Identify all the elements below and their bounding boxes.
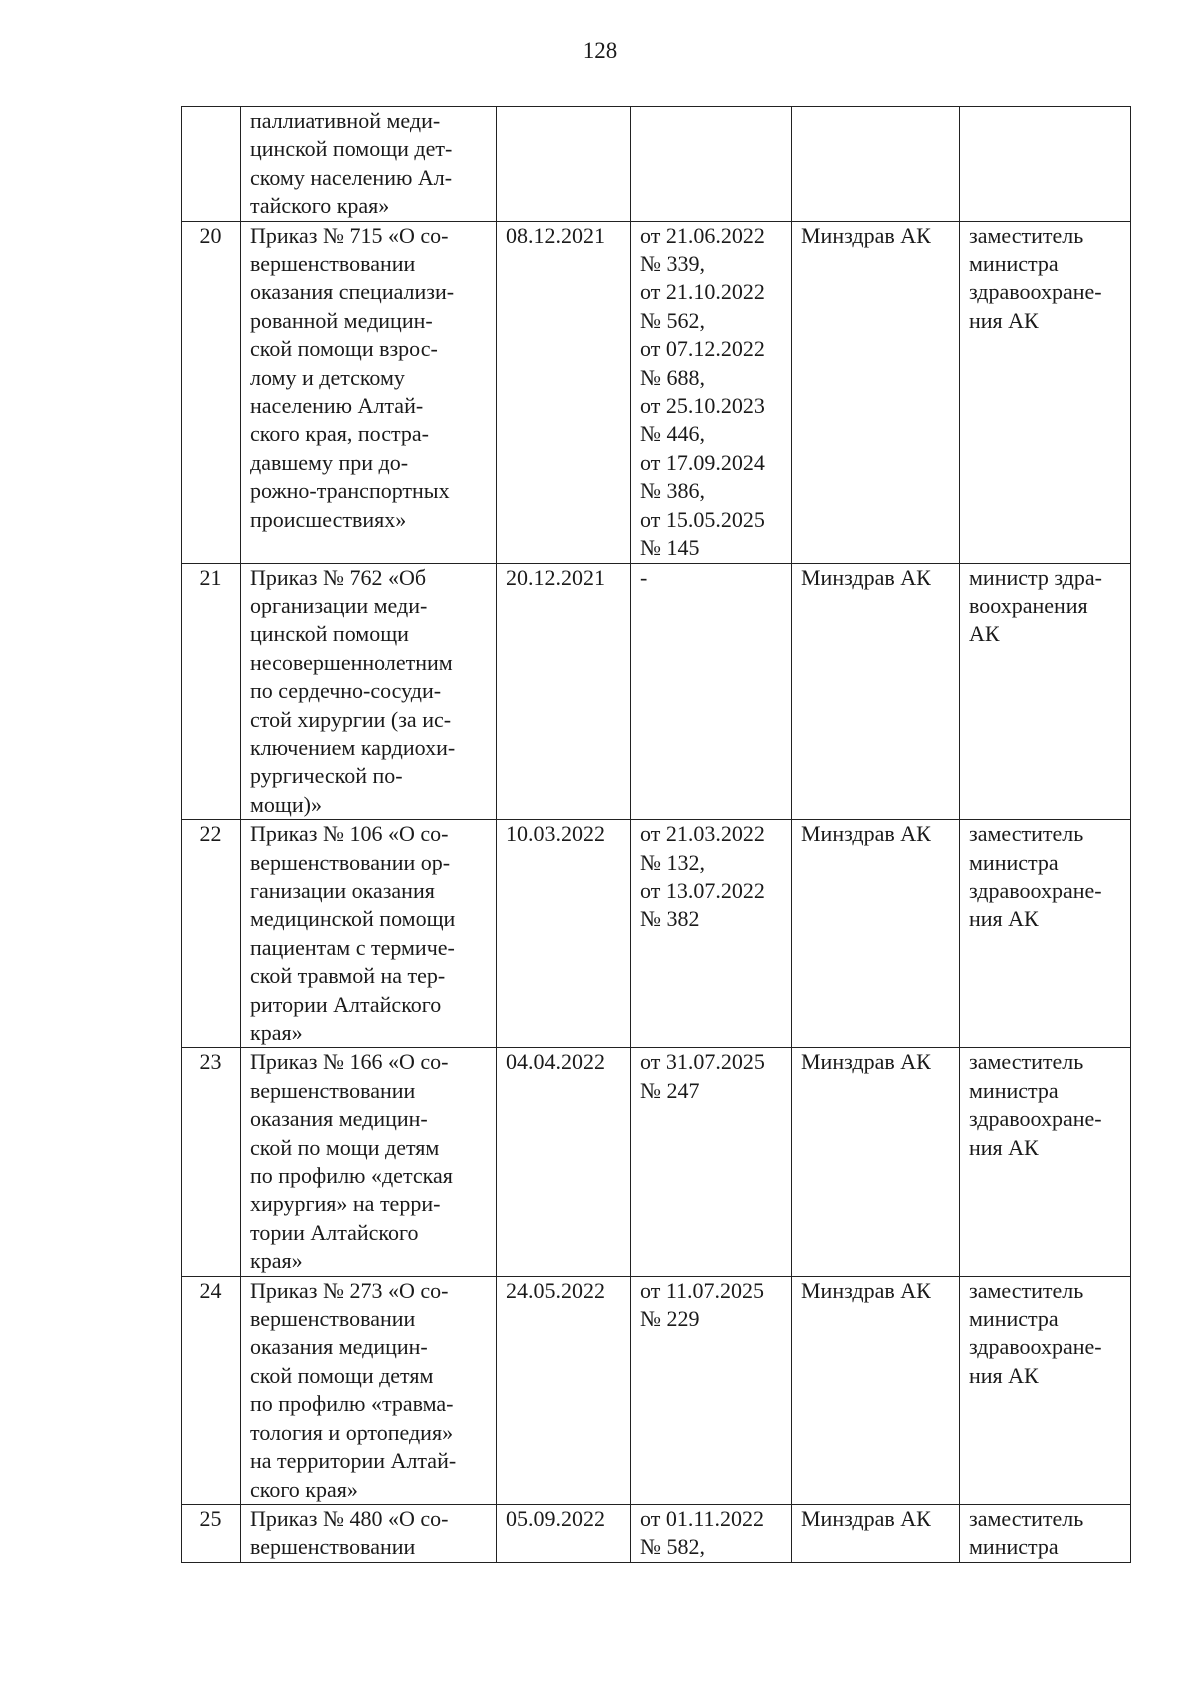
table-row xyxy=(182,820,1131,1048)
order-name-line: ганизации оказания xyxy=(250,877,435,903)
order-name xyxy=(241,563,497,820)
order-name-line: Приказ № 762 «Об xyxy=(250,564,427,590)
row-number: 20 xyxy=(182,221,241,563)
order-name-line: организации меди- xyxy=(250,592,428,618)
order-name xyxy=(241,1276,497,1504)
order-name-line: вершенствовании xyxy=(250,1077,416,1103)
order-changes-line: № 339, xyxy=(640,251,705,277)
issuing-body: Минздрав АК xyxy=(792,221,960,563)
order-name-line: ской помощи взрос- xyxy=(250,336,438,362)
order-name-line: по профилю «детская xyxy=(250,1163,453,1189)
order-name-line: оказания медицин- xyxy=(250,1106,428,1132)
responsible-person xyxy=(960,1504,1131,1562)
order-name-line: ской по мощи детям xyxy=(250,1134,440,1160)
responsible-person-line: министра xyxy=(969,1534,1059,1560)
order-changes-line: от 31.07.2025 xyxy=(640,1049,765,1075)
order-changes xyxy=(631,1504,792,1562)
order-name xyxy=(241,1048,497,1276)
order-name-line: Приказ № 715 «О со- xyxy=(250,222,449,248)
responsible-person xyxy=(960,1276,1131,1504)
order-name-line: лому и детскому xyxy=(250,364,405,390)
order-changes-line: от 21.03.2022 xyxy=(640,821,765,847)
order-date: 05.09.2022 xyxy=(497,1504,631,1562)
issuing-body: Минздрав АК xyxy=(792,563,960,820)
responsible-person-line: заместитель xyxy=(969,821,1084,847)
table-row xyxy=(182,221,1131,563)
table-row xyxy=(182,1276,1131,1504)
responsible-person-line: ния АК xyxy=(969,1134,1039,1160)
issuing-body: Минздрав АК xyxy=(792,820,960,1048)
order-name xyxy=(241,221,497,563)
row-number: 21 xyxy=(182,563,241,820)
responsible-person xyxy=(960,1048,1131,1276)
order-changes-line: от 21.06.2022 xyxy=(640,222,765,248)
order-name-line: паллиативной меди- xyxy=(250,108,441,133)
responsible-person-line: заместитель xyxy=(969,1049,1084,1075)
order-name-line: оказания специализи- xyxy=(250,279,455,305)
row-number: 25 xyxy=(182,1504,241,1562)
order-name-line: вершенствовании xyxy=(250,1306,416,1332)
responsible-person-line: министра xyxy=(969,251,1059,277)
order-name-line: вершенствовании xyxy=(250,251,416,277)
responsible-person-line: здравоохране- xyxy=(969,279,1102,305)
order-name-line: давшему при до- xyxy=(250,449,409,475)
order-changes-line: от 15.05.2025 xyxy=(640,506,765,532)
order-name-line: Приказ № 480 «О со- xyxy=(250,1505,449,1531)
order-changes-line: № 386, xyxy=(640,478,705,504)
order-name-line: вершенствовании ор- xyxy=(250,849,451,875)
order-changes xyxy=(631,563,792,820)
order-name-line: ского края, постра- xyxy=(250,421,429,447)
order-name-line: тология и ортопедия» xyxy=(250,1419,454,1445)
page-number: 128 xyxy=(582,38,618,63)
order-changes-line: № 145 xyxy=(640,535,700,561)
responsible-person xyxy=(960,107,1131,222)
order-changes-line: № 229 xyxy=(640,1306,700,1332)
responsible-person-line: ния АК xyxy=(969,1362,1039,1388)
order-changes-line: от 07.12.2022 xyxy=(640,336,765,362)
responsible-person-line: заместитель xyxy=(969,222,1084,248)
order-changes-line: от 13.07.2022 xyxy=(640,877,765,903)
order-name-line: цинской помощи дет- xyxy=(250,136,453,162)
order-changes-line: № 582, xyxy=(640,1534,705,1560)
order-name xyxy=(241,820,497,1048)
order-name-line: происшествиях» xyxy=(250,506,407,532)
order-name-line: стой хирургии (за ис- xyxy=(250,706,452,732)
order-name-line: по профилю «травма- xyxy=(250,1391,454,1417)
order-name-line: на территории Алтай- xyxy=(250,1448,457,1474)
order-name-line: пациентам с термиче- xyxy=(250,934,455,960)
order-name-line: тории Алтайского xyxy=(250,1219,419,1245)
order-changes-line: № 688, xyxy=(640,364,705,390)
responsible-person xyxy=(960,563,1131,820)
order-changes-line: от 01.11.2022 xyxy=(640,1505,765,1531)
order-date: 24.05.2022 xyxy=(497,1276,631,1504)
responsible-person-line: министра xyxy=(969,1077,1059,1103)
order-name-line: оказания медицин- xyxy=(250,1334,428,1360)
order-changes-line: № 446, xyxy=(640,421,705,447)
order-name xyxy=(241,107,497,222)
responsible-person-line: здравоохране- xyxy=(969,1334,1102,1360)
issuing-body: Минздрав АК xyxy=(792,1504,960,1562)
order-name-line: несовершеннолетним xyxy=(250,649,453,675)
table-row xyxy=(182,1048,1131,1276)
order-name-line: ской травмой на тер- xyxy=(250,963,446,989)
order-name-line: рургической по- xyxy=(250,763,403,789)
row-number: 24 xyxy=(182,1276,241,1504)
order-name-line: Приказ № 273 «О со- xyxy=(250,1277,449,1303)
order-name-line: Приказ № 106 «О со- xyxy=(250,821,449,847)
order-name-line: скому населению Ал- xyxy=(250,164,453,190)
order-changes-line: от 11.07.2025 xyxy=(640,1277,765,1303)
order-changes-line: - xyxy=(640,564,648,590)
row-number: 23 xyxy=(182,1048,241,1276)
responsible-person-line: министра xyxy=(969,1306,1059,1332)
order-changes xyxy=(631,107,792,222)
order-name-line: ключением кардиохи- xyxy=(250,734,456,760)
row-number: 22 xyxy=(182,820,241,1048)
order-name-line: ской помощи детям xyxy=(250,1362,434,1388)
table-row xyxy=(182,107,1131,222)
order-date: 04.04.2022 xyxy=(497,1048,631,1276)
responsible-person xyxy=(960,820,1131,1048)
responsible-person-line: ния АК xyxy=(969,307,1039,333)
issuing-body xyxy=(792,107,960,222)
order-name-line: рожно-транспортных xyxy=(250,478,450,504)
responsible-person-line: воохранения xyxy=(969,592,1088,618)
order-name-line: мощи)» xyxy=(250,791,322,817)
responsible-person xyxy=(960,221,1131,563)
issuing-body: Минздрав АК xyxy=(792,1276,960,1504)
table-row xyxy=(182,1504,1131,1562)
order-date: 10.03.2022 xyxy=(497,820,631,1048)
order-changes-line: № 382 xyxy=(640,906,700,932)
order-name-line: края» xyxy=(250,1248,303,1274)
order-name-line: рованной медицин- xyxy=(250,307,433,333)
order-changes xyxy=(631,1048,792,1276)
responsible-person-line: здравоохране- xyxy=(969,877,1102,903)
order-changes xyxy=(631,221,792,563)
order-changes-line: от 21.10.2022 xyxy=(640,279,765,305)
order-changes xyxy=(631,1276,792,1504)
order-date xyxy=(497,107,631,222)
responsible-person-line: АК xyxy=(969,621,1000,647)
table-row xyxy=(182,563,1131,820)
responsible-person-line: министра xyxy=(969,849,1059,875)
table-body xyxy=(182,107,1131,1563)
order-name-line: вершенствовании xyxy=(250,1534,416,1560)
order-name-line: края» xyxy=(250,1020,303,1045)
order-date: 20.12.2021 xyxy=(497,563,631,820)
order-name xyxy=(241,1504,497,1562)
responsible-person-line: заместитель xyxy=(969,1277,1084,1303)
row-number xyxy=(182,107,241,222)
order-name-line: Приказ № 166 «О со- xyxy=(250,1049,449,1075)
order-changes-line: № 562, xyxy=(640,307,705,333)
responsible-person-line: ния АК xyxy=(969,906,1039,932)
order-name-line: ского края» xyxy=(250,1476,358,1502)
order-name-line: населению Алтай- xyxy=(250,393,424,419)
responsible-person-line: здравоохране- xyxy=(969,1106,1102,1132)
issuing-body: Минздрав АК xyxy=(792,1048,960,1276)
responsible-person-line: заместитель xyxy=(969,1505,1084,1531)
order-changes xyxy=(631,820,792,1048)
order-name-line: тайского края» xyxy=(250,193,390,219)
order-changes-line: от 17.09.2024 xyxy=(640,449,765,475)
orders-table xyxy=(181,106,1131,1563)
order-name-line: по сердечно-сосуди- xyxy=(250,678,442,704)
order-name-line: цинской помощи xyxy=(250,621,409,647)
order-name-line: хирургия» на терри- xyxy=(250,1191,441,1217)
order-name-line: медицинской помощи xyxy=(250,906,456,932)
order-date: 08.12.2021 xyxy=(497,221,631,563)
order-changes-line: от 25.10.2023 xyxy=(640,393,765,419)
responsible-person-line: министр здра- xyxy=(969,564,1102,590)
order-name-line: ритории Алтайского xyxy=(250,991,442,1017)
order-changes-line: № 132, xyxy=(640,849,705,875)
order-changes-line: № 247 xyxy=(640,1077,700,1103)
